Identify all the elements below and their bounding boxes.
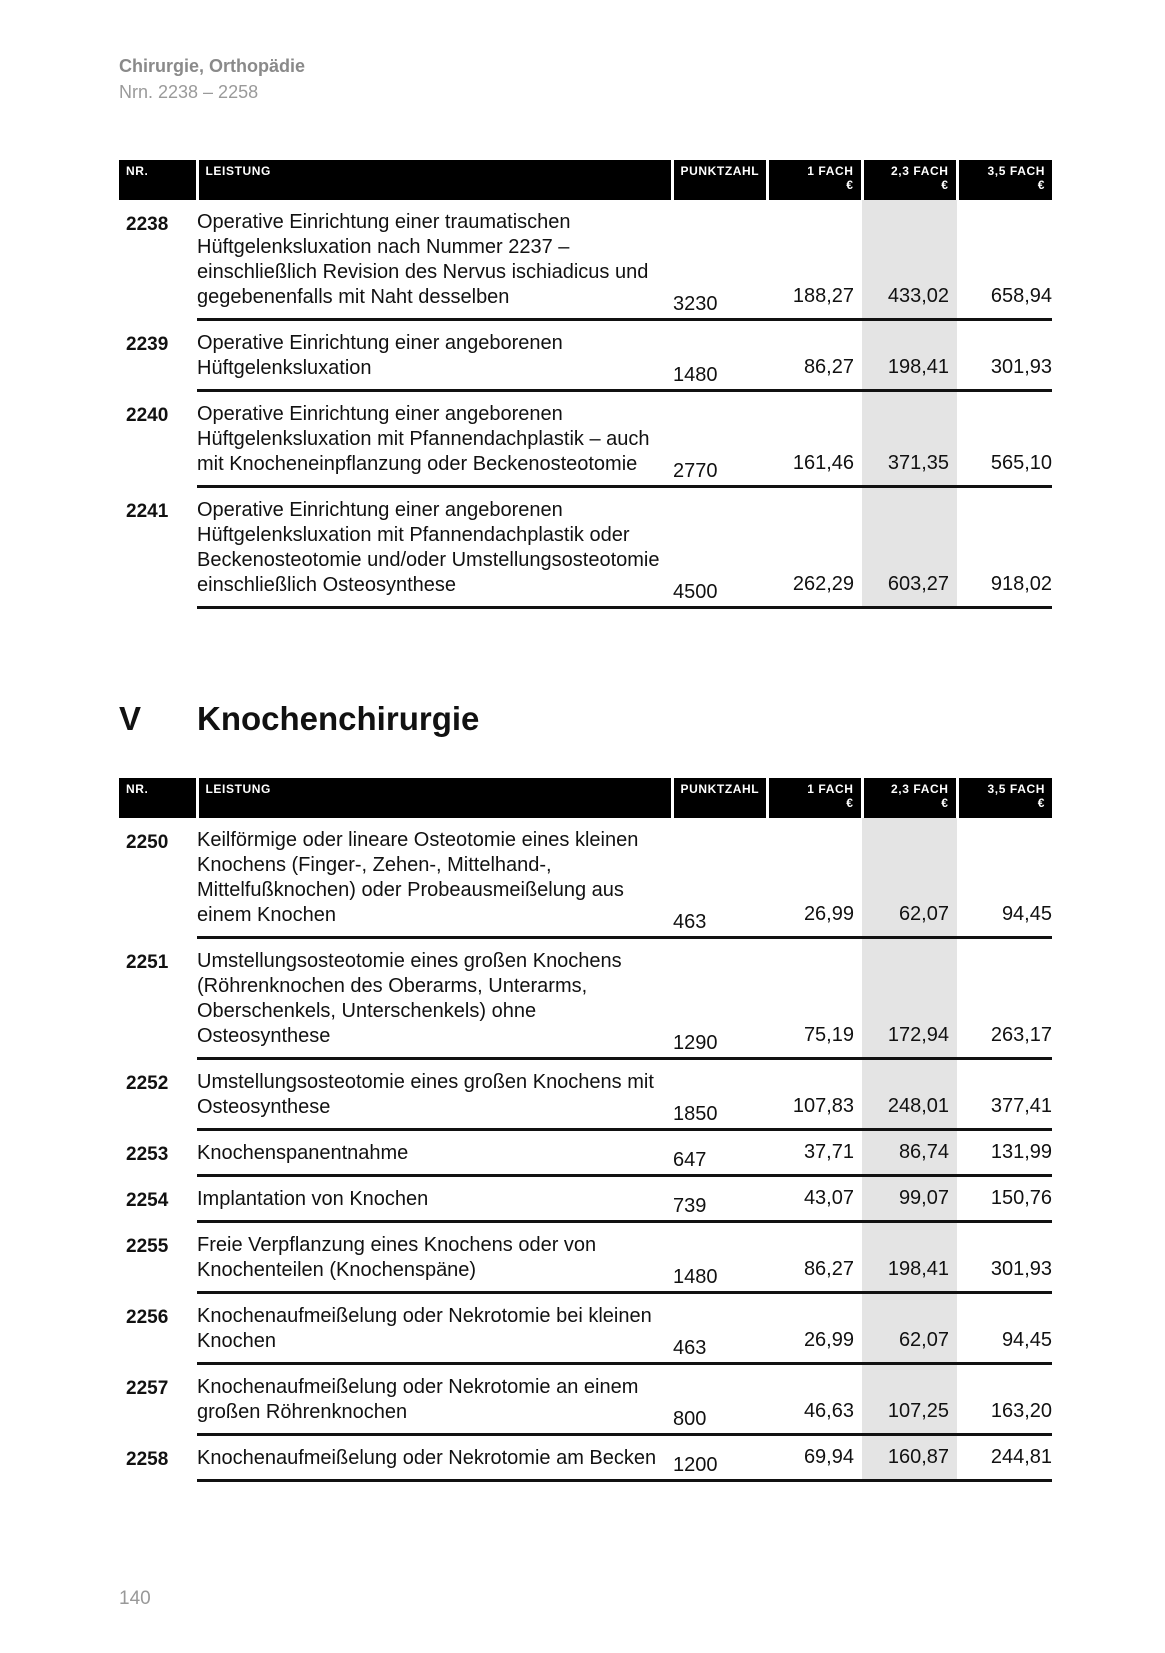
row-number: 2255 xyxy=(126,1235,169,1257)
table-row xyxy=(119,938,1052,1059)
col-header-1fach-label: 1 FACH xyxy=(807,782,854,796)
row-number: 2253 xyxy=(126,1143,169,1165)
col-header-punktzahl: PUNKTZAHL xyxy=(672,778,767,818)
fee-2-3x: 160,87 xyxy=(862,1435,957,1481)
col-header-23fach xyxy=(862,778,957,818)
fee-1x: 86,27 xyxy=(767,1222,862,1293)
section-title: Knochenchirurgie xyxy=(197,700,480,737)
table-header-row xyxy=(119,160,1052,200)
service-description: Operative Einrichtung einer traumatischen Hüftgelenksluxation nach Nummer 2237 – einschließlich Revision des Nervus ischiadicus und gegebenenfalls mit Naht desselben xyxy=(197,200,672,320)
section-heading xyxy=(119,700,479,738)
col-header-23fach-label: 2,3 FACH xyxy=(891,782,949,796)
fee-1x: 37,71 xyxy=(767,1130,862,1176)
fee-1x: 188,27 xyxy=(767,200,862,320)
table-row xyxy=(119,818,1052,938)
service-description: Keilförmige oder lineare Osteotomie eines kleinen Knochens (Finger-, Zehen-, Mittelhand-, Mittelfußknochen) oder Probeausmeißelung aus einem Knochen xyxy=(197,818,672,938)
service-description: Knochenaufmeißelung oder Nekrotomie bei kleinen Knochen xyxy=(197,1293,672,1364)
fee-2-3x: 86,74 xyxy=(862,1130,957,1176)
table-row xyxy=(119,1293,1052,1364)
currency-label: € xyxy=(1037,178,1045,192)
table-header-row xyxy=(119,778,1052,818)
col-header-1fach-label: 1 FACH xyxy=(807,164,854,178)
col-header-nr: NR. xyxy=(119,160,197,200)
row-number: 2239 xyxy=(126,333,169,355)
row-number: 2238 xyxy=(126,214,169,235)
point-value: 4500 xyxy=(672,487,767,608)
fee-table-bone-surgery xyxy=(119,778,1052,1482)
table-row xyxy=(119,391,1052,487)
fee-table-hip xyxy=(119,160,1052,609)
fee-3-5x: 131,99 xyxy=(957,1130,1052,1176)
row-number: 2250 xyxy=(126,832,169,853)
currency-label: € xyxy=(941,796,949,810)
currency-label: € xyxy=(941,178,949,192)
fee-3-5x: 658,94 xyxy=(957,200,1052,320)
table-row xyxy=(119,1222,1052,1293)
currency-label: € xyxy=(846,796,854,810)
service-description: Knochenaufmeißelung oder Nekrotomie an einem großen Röhrenknochen xyxy=(197,1364,672,1435)
fee-1x: 26,99 xyxy=(767,818,862,938)
service-description: Operative Einrichtung einer angeborenen Hüftgelenksluxation mit Pfannendachplastik oder Beckenosteotomie und/oder Umstellungsosteotomie einschließlich Osteosynthese xyxy=(197,487,672,608)
col-header-1fach xyxy=(767,160,862,200)
fee-1x: 86,27 xyxy=(767,320,862,391)
fee-1x: 43,07 xyxy=(767,1176,862,1222)
fee-1x: 161,46 xyxy=(767,391,862,487)
col-header-punktzahl: PUNKTZAHL xyxy=(672,160,767,200)
service-description: Freie Verpflanzung eines Knochens oder von Knochenteilen (Knochenspäne) xyxy=(197,1222,672,1293)
point-value: 800 xyxy=(672,1364,767,1435)
point-value: 463 xyxy=(672,818,767,938)
fee-2-3x: 99,07 xyxy=(862,1176,957,1222)
fee-3-5x: 94,45 xyxy=(957,818,1052,938)
fee-1x: 69,94 xyxy=(767,1435,862,1481)
service-description: Implantation von Knochen xyxy=(197,1176,672,1222)
table-row xyxy=(119,1364,1052,1435)
table-row xyxy=(119,1059,1052,1130)
row-number: 2258 xyxy=(126,1448,169,1470)
fee-2-3x: 198,41 xyxy=(862,1222,957,1293)
chapter-title: Chirurgie, Orthopädie xyxy=(119,56,306,76)
point-value: 1200 xyxy=(672,1435,767,1481)
col-header-23fach-label: 2,3 FACH xyxy=(891,164,949,178)
point-value: 1290 xyxy=(672,938,767,1059)
fee-1x: 262,29 xyxy=(767,487,862,608)
point-value: 739 xyxy=(672,1176,767,1222)
table-row xyxy=(119,320,1052,391)
row-number: 2254 xyxy=(126,1189,169,1211)
fee-3-5x: 565,10 xyxy=(957,391,1052,487)
fee-3-5x: 301,93 xyxy=(957,320,1052,391)
col-header-35fach xyxy=(957,778,1052,818)
fee-2-3x: 248,01 xyxy=(862,1059,957,1130)
fee-1x: 75,19 xyxy=(767,938,862,1059)
point-value: 2770 xyxy=(672,391,767,487)
point-value: 463 xyxy=(672,1293,767,1364)
col-header-35fach-label: 3,5 FACH xyxy=(987,782,1045,796)
table-row xyxy=(119,487,1052,608)
service-description: Umstellungsosteotomie eines großen Knochens mit Osteosynthese xyxy=(197,1059,672,1130)
col-header-leistung: LEISTUNG xyxy=(197,778,672,818)
row-number: 2252 xyxy=(126,1072,169,1094)
page-number: 140 xyxy=(119,1588,151,1609)
section-number: V xyxy=(119,700,142,737)
col-header-nr: NR. xyxy=(119,778,197,818)
col-header-35fach-label: 3,5 FACH xyxy=(987,164,1045,178)
service-description: Operative Einrichtung einer angeborenen Hüftgelenksluxation xyxy=(197,320,672,391)
point-value: 1480 xyxy=(672,320,767,391)
fee-1x: 107,83 xyxy=(767,1059,862,1130)
point-value: 647 xyxy=(672,1130,767,1176)
fee-2-3x: 198,41 xyxy=(862,320,957,391)
fee-3-5x: 301,93 xyxy=(957,1222,1052,1293)
point-value: 1850 xyxy=(672,1059,767,1130)
fee-3-5x: 163,20 xyxy=(957,1364,1052,1435)
fee-2-3x: 172,94 xyxy=(862,938,957,1059)
table-row xyxy=(119,200,1052,320)
row-number: 2251 xyxy=(126,951,169,973)
col-header-leistung: LEISTUNG xyxy=(197,160,672,200)
row-number: 2256 xyxy=(126,1306,169,1328)
table-row xyxy=(119,1130,1052,1176)
col-header-35fach xyxy=(957,160,1052,200)
fee-1x: 26,99 xyxy=(767,1293,862,1364)
fee-2-3x: 603,27 xyxy=(862,487,957,608)
fee-3-5x: 377,41 xyxy=(957,1059,1052,1130)
col-header-23fach xyxy=(862,160,957,200)
currency-label: € xyxy=(846,178,854,192)
col-header-1fach xyxy=(767,778,862,818)
fee-2-3x: 433,02 xyxy=(862,200,957,320)
point-value: 3230 xyxy=(672,200,767,320)
fee-3-5x: 263,17 xyxy=(957,938,1052,1059)
fee-1x: 46,63 xyxy=(767,1364,862,1435)
fee-3-5x: 244,81 xyxy=(957,1435,1052,1481)
currency-label: € xyxy=(1037,796,1045,810)
fee-3-5x: 150,76 xyxy=(957,1176,1052,1222)
row-number: 2257 xyxy=(126,1377,169,1399)
fee-2-3x: 62,07 xyxy=(862,818,957,938)
fee-2-3x: 107,25 xyxy=(862,1364,957,1435)
service-description: Knochenaufmeißelung oder Nekrotomie am Becken xyxy=(197,1435,672,1481)
fee-2-3x: 62,07 xyxy=(862,1293,957,1364)
fee-2-3x: 371,35 xyxy=(862,391,957,487)
fee-3-5x: 918,02 xyxy=(957,487,1052,608)
service-description: Umstellungsosteotomie eines großen Knochens (Röhrenknochen des Oberarms, Unterarms, Oberschenkels, Unterschenkels) ohne Osteosynthese xyxy=(197,938,672,1059)
running-head xyxy=(119,53,305,105)
service-description: Operative Einrichtung einer angeborenen Hüftgelenksluxation mit Pfannendachplastik – auch mit Knocheneinpflanzung oder Beckenosteotomie xyxy=(197,391,672,487)
fee-3-5x: 94,45 xyxy=(957,1293,1052,1364)
number-range: Nrn. 2238 – 2258 xyxy=(119,82,259,102)
table-row xyxy=(119,1435,1052,1481)
row-number: 2240 xyxy=(126,404,169,426)
service-description: Knochenspanentnahme xyxy=(197,1130,672,1176)
point-value: 1480 xyxy=(672,1222,767,1293)
table-row xyxy=(119,1176,1052,1222)
row-number: 2241 xyxy=(126,500,169,522)
